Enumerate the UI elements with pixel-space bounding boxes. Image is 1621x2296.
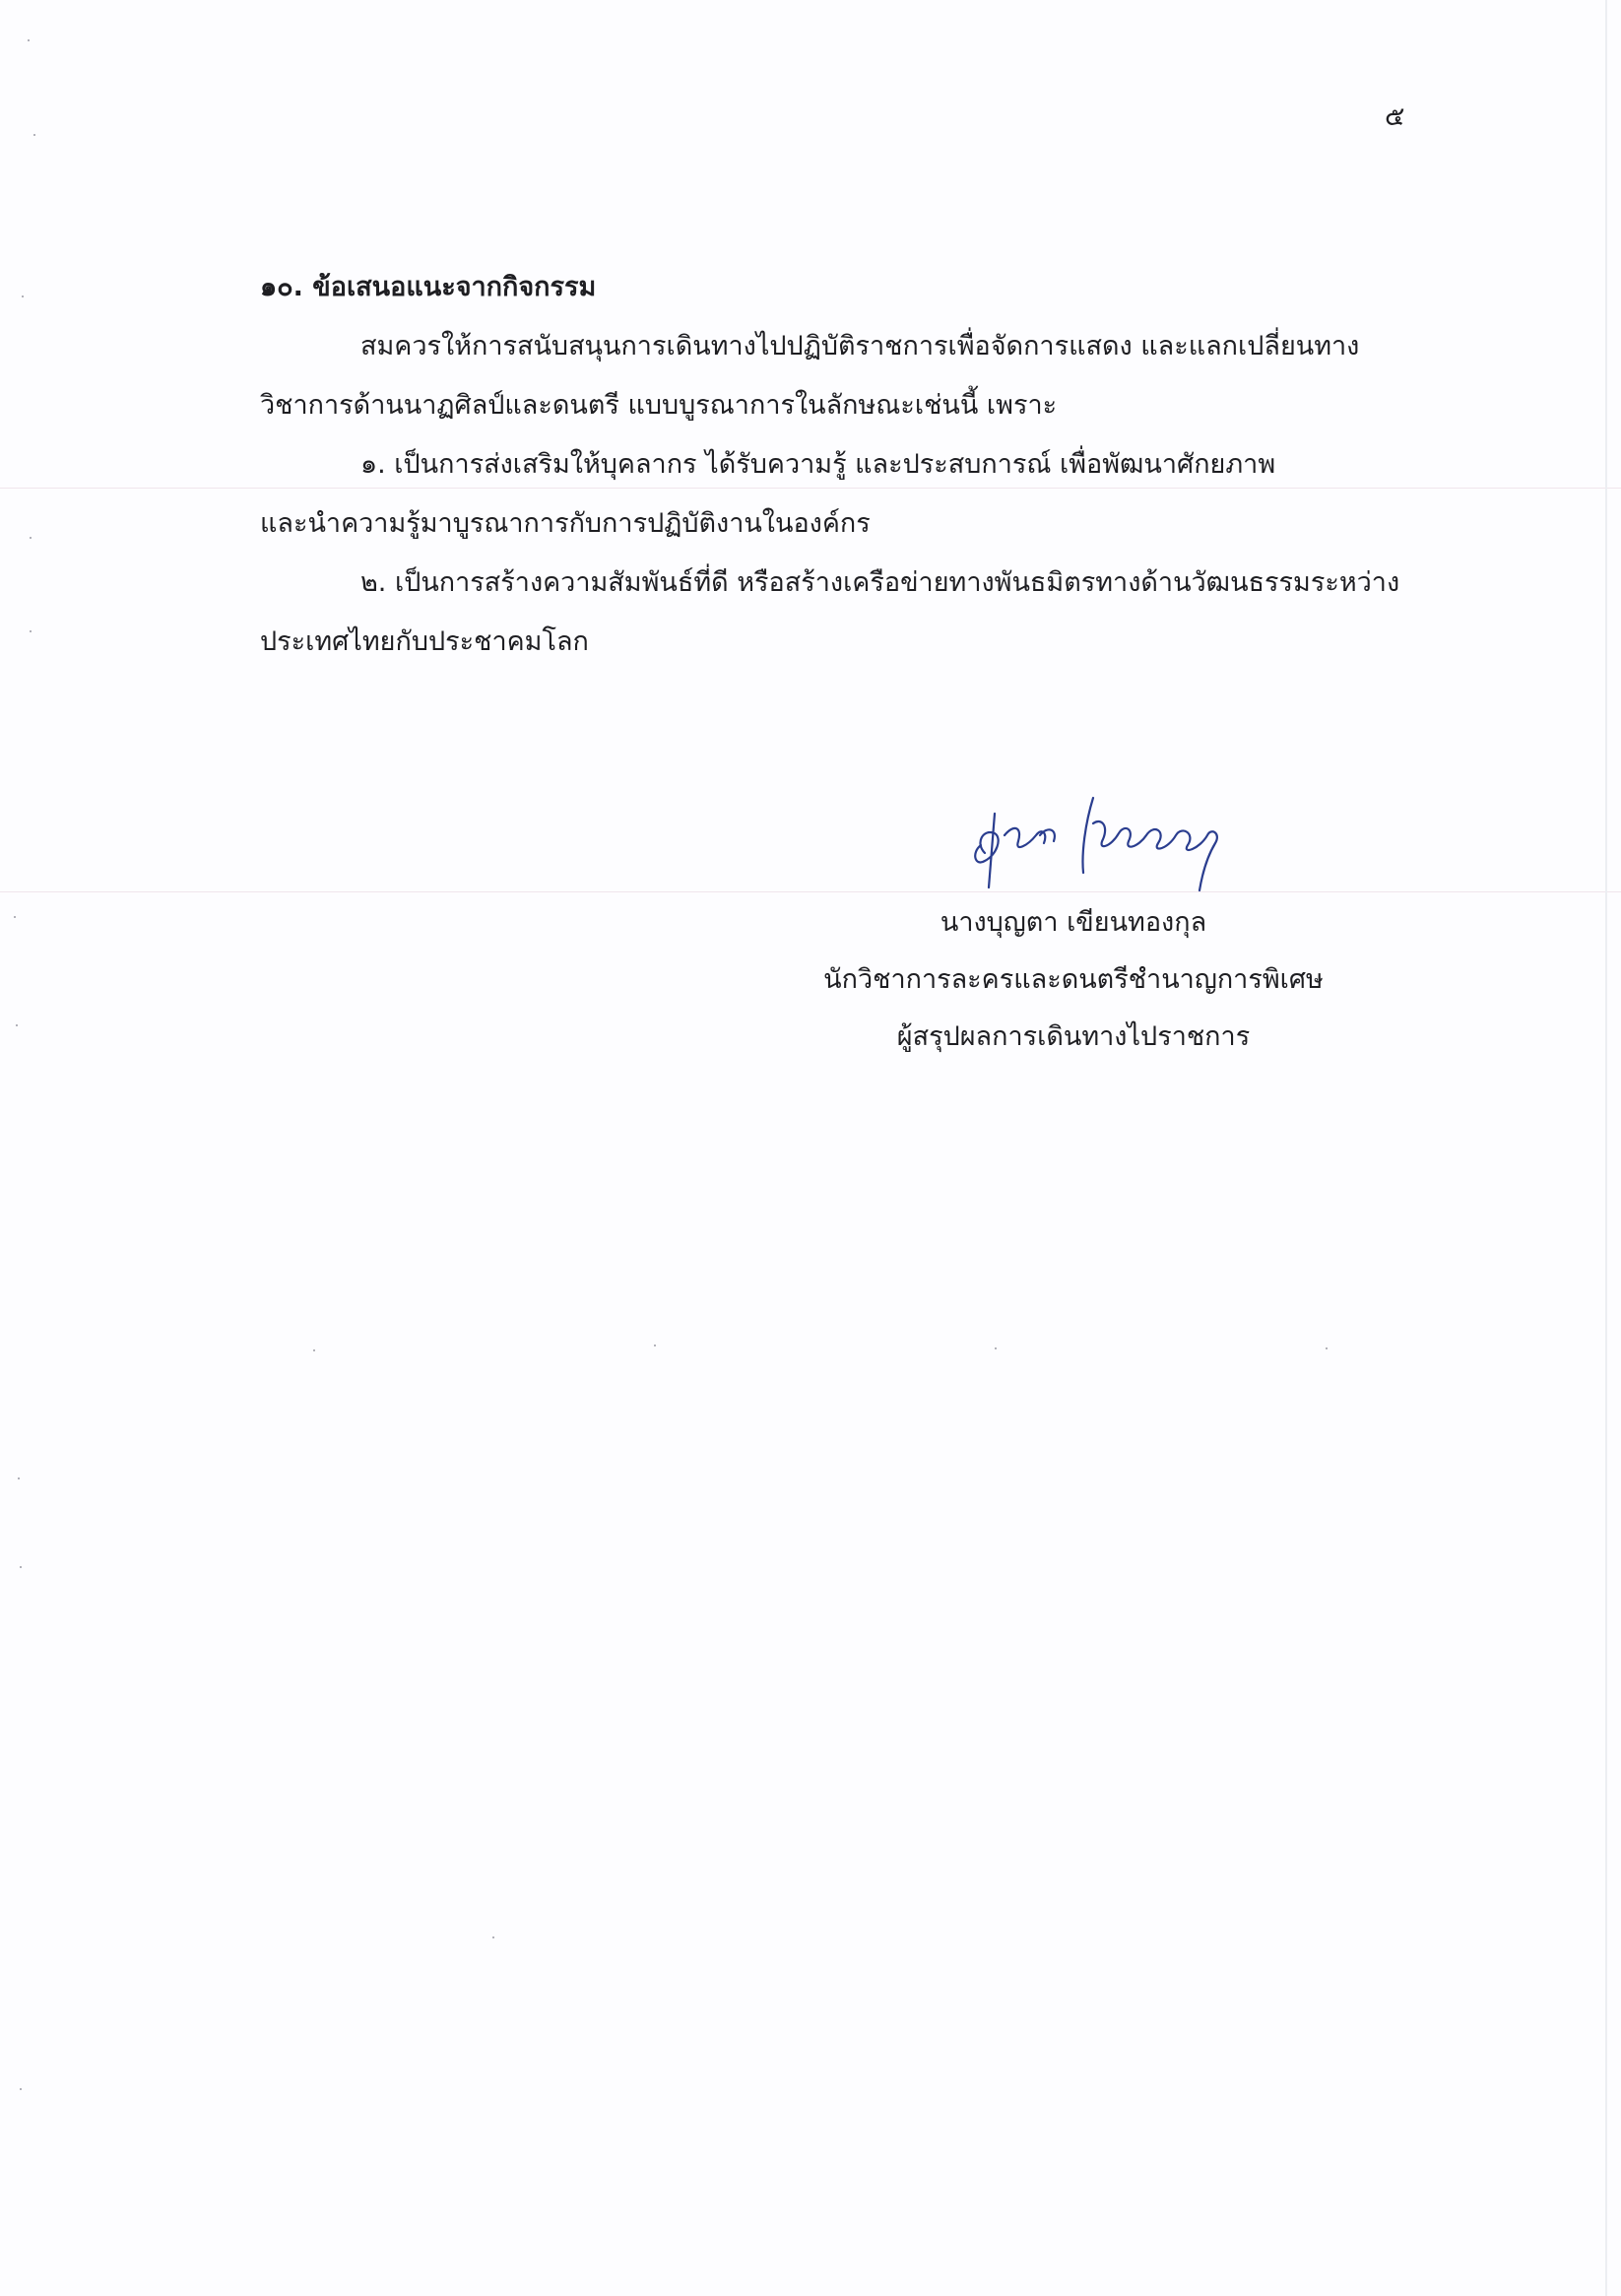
scan-edge	[1605, 0, 1607, 2296]
section-heading: ๑๐. ข้อเสนอแนะจากกิจกรรม	[260, 272, 597, 302]
scan-speck	[16, 1024, 18, 1026]
signer-name: นางบุญตา เขียนทองกุล	[940, 907, 1207, 938]
signature-block	[808, 894, 1339, 1066]
scan-speck	[20, 2088, 22, 2090]
signer-role: ผู้สรุปผลการเดินทางไปราชการ	[896, 1021, 1251, 1052]
scan-speck	[30, 630, 32, 632]
scan-speck	[1326, 1347, 1328, 1349]
signature-strokes	[975, 798, 1217, 890]
scan-speck	[492, 1936, 494, 1938]
recommendation-section	[260, 258, 1402, 672]
signature-last-name	[1082, 798, 1216, 890]
list-item-1-continued: และนำความรู้มาบูรณาการกับการปฏิบัติงานในองค์กร	[260, 508, 871, 539]
scan-speck	[18, 1477, 20, 1479]
scan-speck	[22, 295, 24, 297]
signer-position: นักวิชาการละครและดนตรีชำนาญการพิเศษ	[823, 964, 1324, 995]
list-item-2: ๒. เป็นการสร้างความสัมพันธ์ที่ดี หรือสร้างเครือข่ายทางพันธมิตรทางด้านวัฒนธรรมระหว่าง	[360, 567, 1400, 598]
paragraph-line: วิชาการด้านนาฏศิลป์และดนตรี แบบบูรณาการในลักษณะเช่นนี้ เพราะ	[260, 390, 1058, 421]
scan-speck	[28, 39, 30, 41]
page-number: ๕	[1385, 101, 1405, 132]
scan-speck	[33, 134, 35, 136]
list-item-2-continued: ประเทศไทยกับประชาคมโลก	[260, 626, 589, 657]
scan-speck	[654, 1345, 656, 1346]
list-item-1: ๑. เป็นการส่งเสริมให้บุคลากร ได้รับความรู้ และประสบการณ์ เพื่อพัฒนาศักยภาพ	[360, 449, 1276, 480]
scan-speck	[30, 537, 32, 539]
scan-speck	[995, 1347, 997, 1349]
scan-speck	[20, 1566, 22, 1568]
signature-first-name	[975, 814, 1055, 887]
paragraph-line: สมควรให้การสนับสนุนการเดินทางไปปฏิบัติราชการเพื่อจัดการแสดง และแลกเปลี่ยนทาง	[360, 331, 1360, 361]
scan-speck	[14, 916, 16, 918]
scan-artifact-line	[0, 891, 1621, 892]
scan-speck	[313, 1349, 315, 1351]
handwritten-signature	[945, 784, 1231, 892]
